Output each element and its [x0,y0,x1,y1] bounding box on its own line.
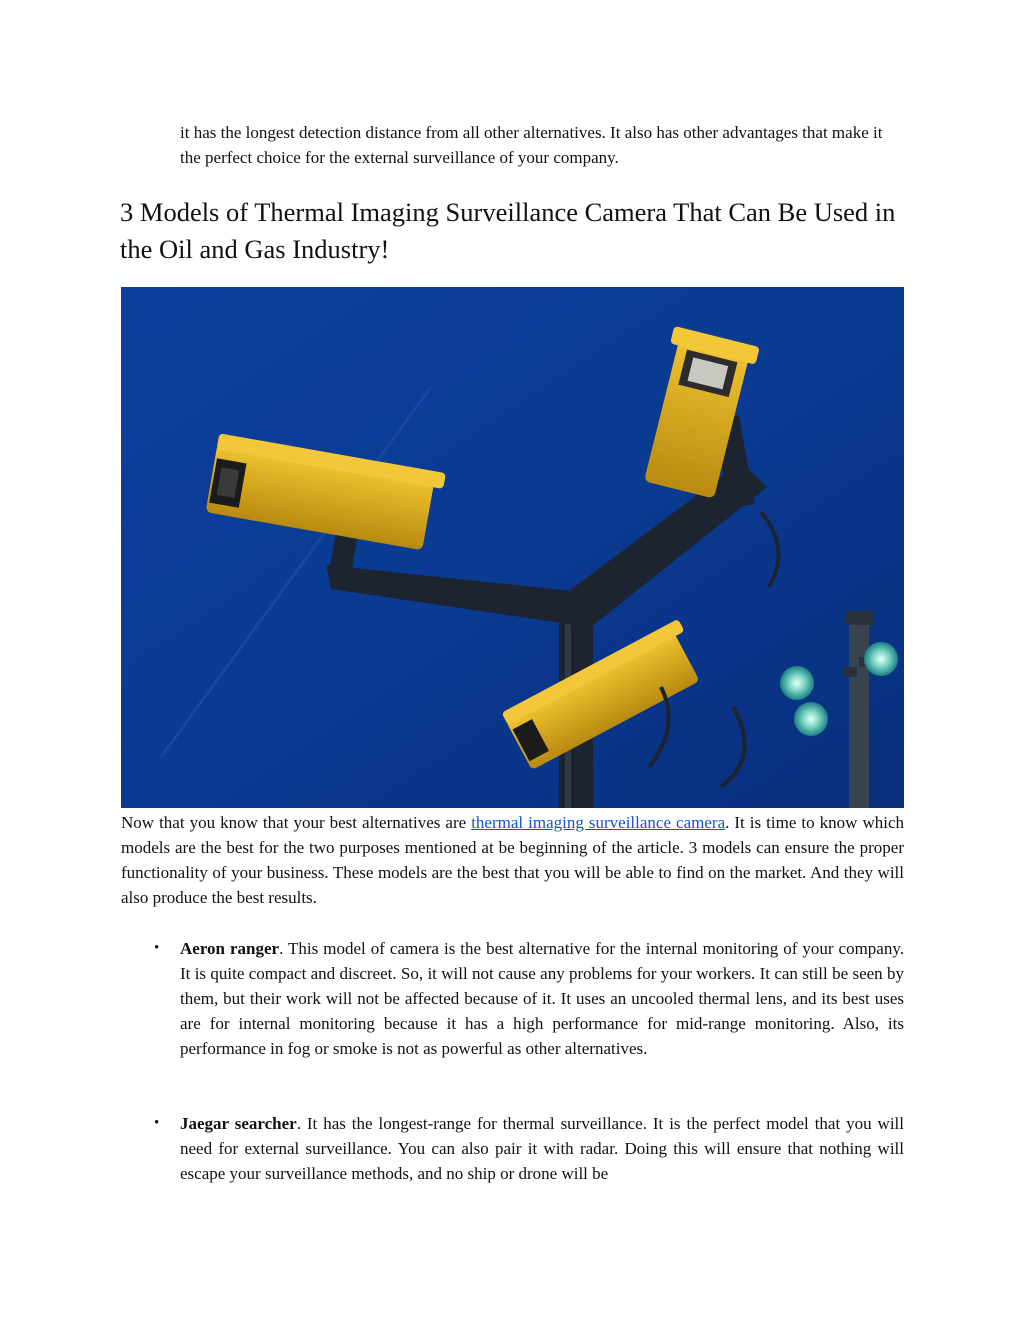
paragraph-lead-text: Now that you know that your best alternatives are [121,813,472,832]
model-list [121,936,904,1061]
surveillance-cameras-photo [121,287,904,808]
model-name: Aeron ranger [180,939,280,958]
model-description: . It has the longest-range for thermal surveillance. It is the perfect model that you will need for external surveillance. You can also pair it with radar. Doing this will ensure that nothing will escape your surveillance methods, and no ship or drone will be [180,1114,905,1183]
bullet-icon: • [154,1115,160,1131]
model-list-continued [121,1111,904,1186]
body-paragraph [121,810,904,910]
intro-paragraph: it has the longest detection distance from all other alternatives. It also has other advantages that make it the perfect choice for the external surveillance of your company. [180,123,883,167]
paragraph-rest-text: . It is time to know which models are the best for the two purposes mentioned at be beginning of the article. 3 models can ensure the proper functionality of your business. These models are the best that you will be able to find on the market. And they will also produce the best results. [121,813,904,907]
thermal-camera-link[interactable]: thermal imaging surveillance camera [471,813,726,832]
section-heading: 3 Models of Thermal Imaging Surveillance Camera That Can Be Used in the Oil and Gas Industry! [120,197,896,264]
bullet-icon: • [154,940,160,956]
model-name: Jaegar searcher [180,1114,297,1133]
list-item-jaegar-searcher [121,1111,904,1186]
list-item-aeron-ranger [121,936,904,1061]
model-description: . This model of camera is the best alternative for the internal monitoring of your company. It is quite compact and discreet. So, it will not cause any problems for your workers. It can still be seen by them, but their work will not be affected because of it. It uses an uncooled thermal lens, and its best uses are for internal monitoring because it has a high performance for mid-range monitoring. Also, its performance in fog or smoke is not as powerful as other alternatives. [180,939,904,1058]
